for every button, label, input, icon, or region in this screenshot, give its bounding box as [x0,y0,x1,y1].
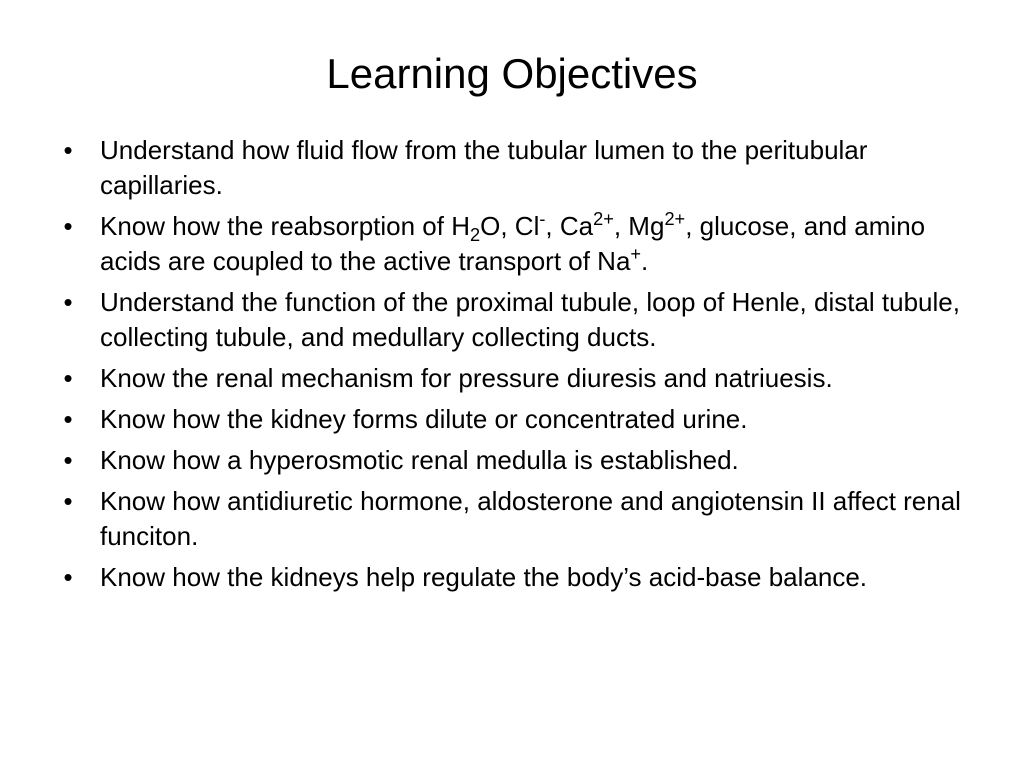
objective-text: Know how antidiuretic hormone, aldosterone and angiotensin II affect renal funciton. [100,486,961,551]
list-item [58,484,968,554]
list-item [58,285,968,355]
bullet-icon: • [63,486,73,516]
list-item [58,560,968,595]
objective-text [100,211,925,276]
text-segment: , Ca [545,211,594,241]
slide-title: Learning Objectives [326,50,698,97]
superscript: - [539,209,546,229]
bullet-icon: • [63,211,73,241]
list-item [58,133,968,203]
objective-text: Know how the kidney forms dilute or concentrated urine. [100,404,748,434]
text-segment: O, Cl [480,211,540,241]
objective-text: Know how the kidneys help regulate the body’s acid-base balance. [100,562,868,592]
text-segment: . [641,246,649,276]
list-item [58,361,968,396]
bullet-icon: • [63,135,73,165]
objective-text: Know the renal mechanism for pressure diuresis and natriuesis. [100,363,833,393]
list-item [58,402,968,437]
superscript: 2+ [593,209,614,229]
objective-text: Understand how fluid flow from the tubular lumen to the peritubular capillaries. [100,135,868,200]
objective-text: Understand the function of the proximal tubule, loop of Henle, distal tubule, collecting tubule, and medullary collecting ducts. [100,287,960,352]
list-item [58,209,968,279]
superscript: 2+ [664,209,686,229]
bullet-icon: • [63,363,73,393]
bullet-icon: • [63,287,73,317]
superscript: + [630,244,642,264]
objective-text: Know how a hyperosmotic renal medulla is established. [100,445,739,475]
objectives-list [58,133,968,601]
text-segment: , glucose, and amino acids are coupled to the active transport of Na [100,211,926,276]
text-segment: , Mg [613,211,665,241]
subscript: 2 [470,224,481,245]
bullet-icon: • [63,445,73,475]
text-segment: Know how the reabsorption of H [100,211,470,241]
list-item [58,443,968,478]
bullet-icon: • [63,404,73,434]
bullet-icon: • [63,562,73,592]
